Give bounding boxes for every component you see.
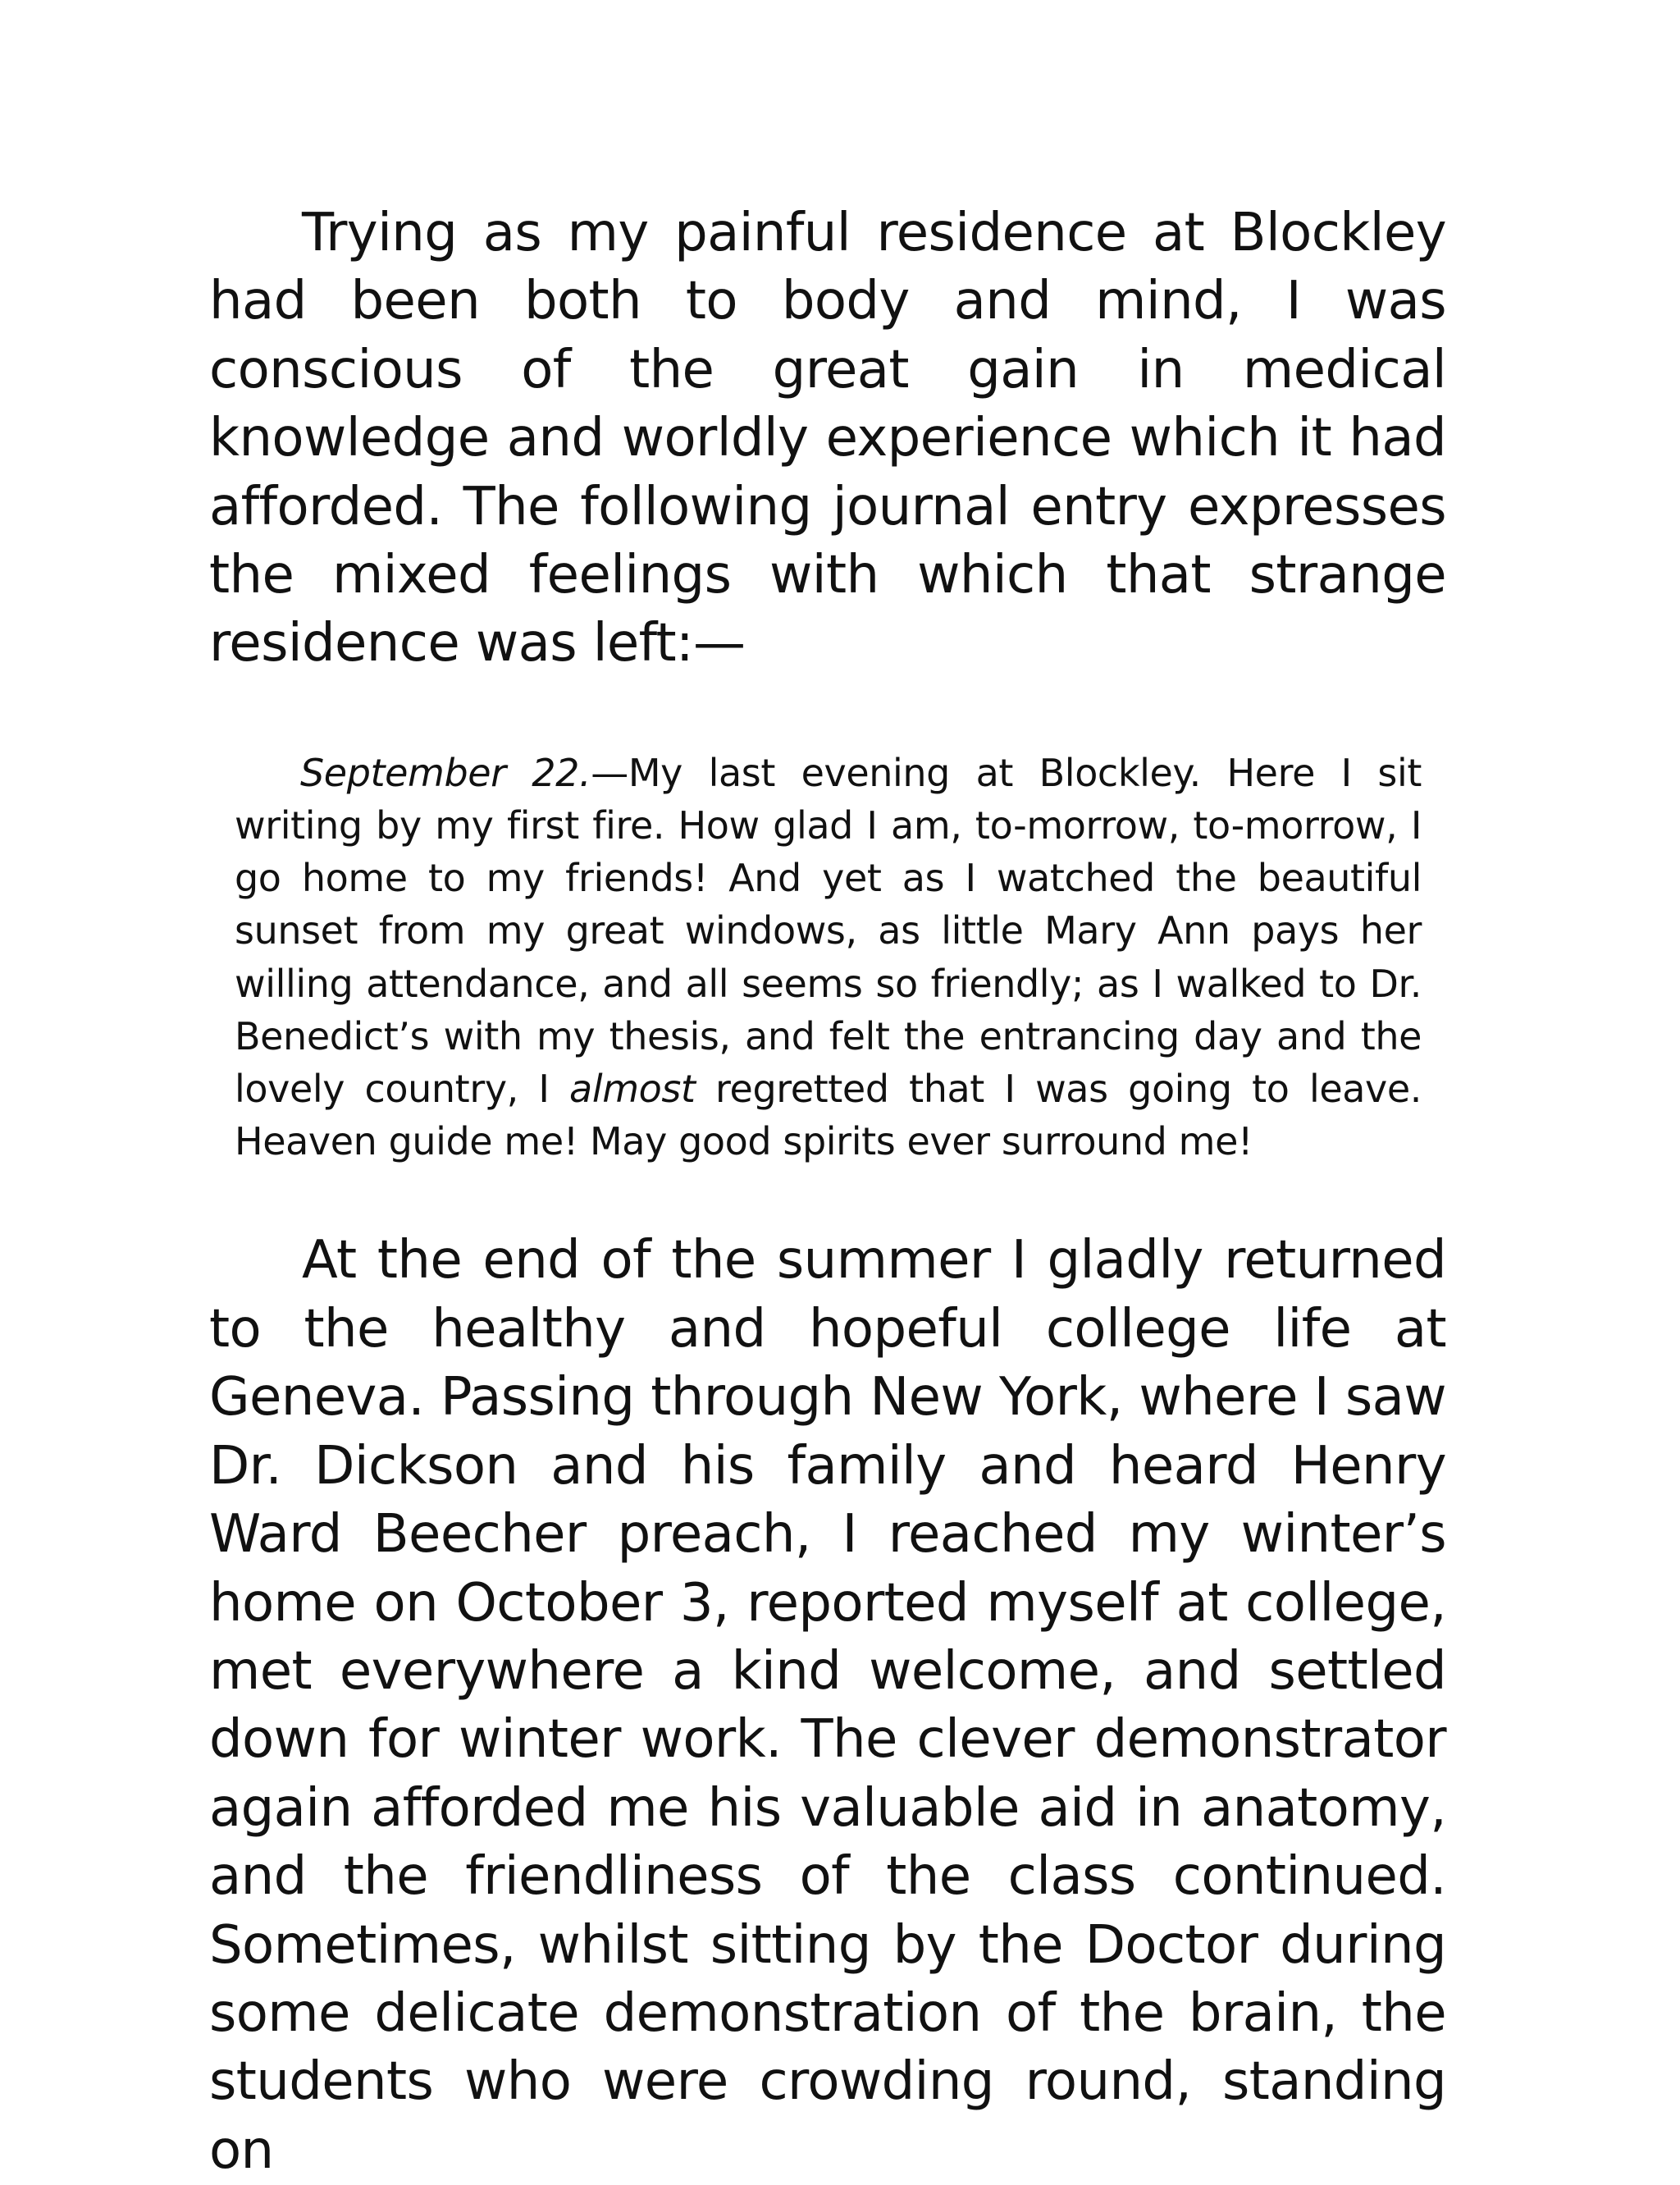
page-body [209,199,1446,2185]
journal-text-part-1: —My last evening at Blockley. Here I sit writing by my first fire. How glad I am, to-morrow, to-morrow, I go home to my friends! And yet as I watched the beautiful sunset from my great windows, as little Mary Ann pays her willing attendance, and all seems so friendly; as I walked to Dr. Benedict’s with my thesis, and felt the entrancing day and the lovely country, I [235,750,1422,1112]
journal-entry [235,747,1422,1168]
journal-text-part-2: regretted that I was going to leave. Heaven guide me! May good spirits ever surround me! [235,1067,1422,1164]
geneva-paragraph: At the end of the summer I gladly returned to the healthy and hopeful college life at Geneva. Passing through New York, where I saw Dr. Dickson and his family and heard Henry Ward Beecher preach, I reached my winter’s home on October 3, reported myself at college, met everywhere a kind welcome, and settled down for winter work. The clever demonstrator again afforded me his valuable aid in anatomy, and the friendliness of the class continued. Sometimes, whilst sitting by the Doctor during some delicate demonstration of the brain, the students who were crowding round, standing on [209,1230,1446,2181]
intro-paragraph: Trying as my painful residence at Blockley had been both to body and mind, I was conscious of the great gain in medical knowledge and worldly experience which it had afforded. The following journal entry expresses the mixed feelings with which that strange residence was left:— [209,203,1446,674]
journal-emphasis: almost [569,1067,696,1112]
journal-date: September 22. [300,750,591,795]
